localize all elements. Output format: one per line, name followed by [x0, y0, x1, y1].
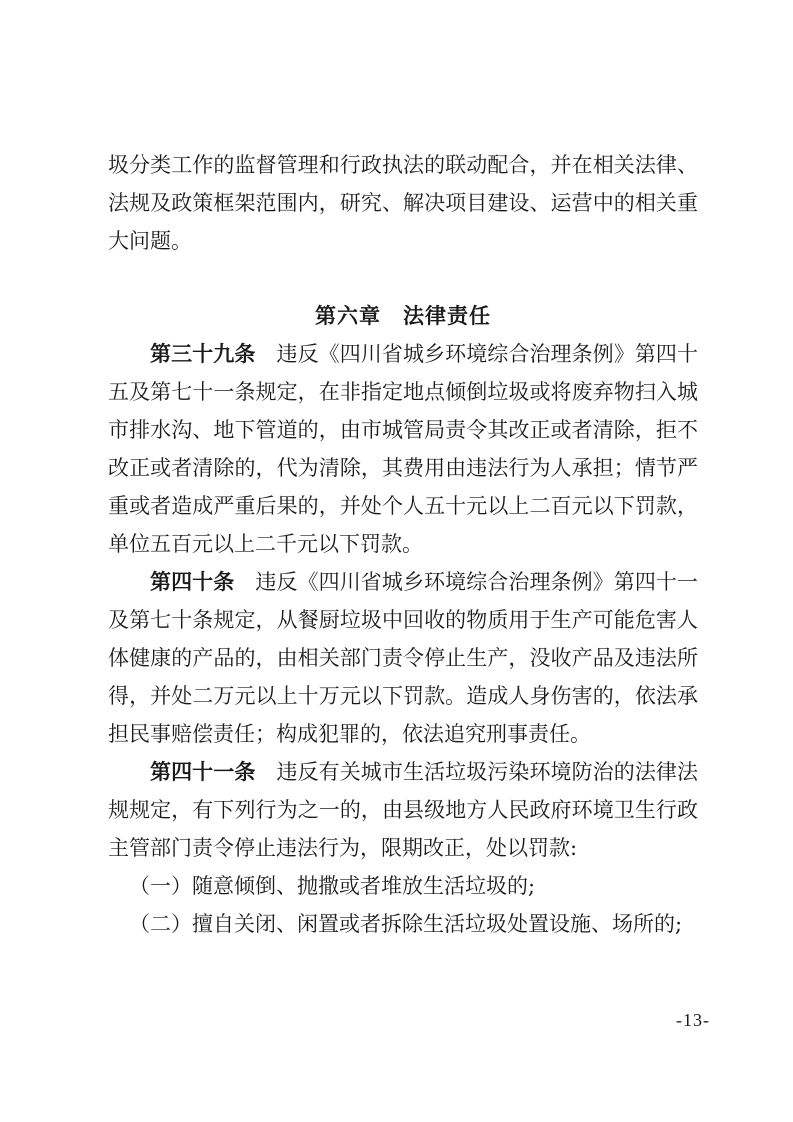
continuation-section [108, 146, 698, 260]
article-label: 第四十条 [150, 570, 235, 594]
article-text: 违反《四川省城乡环境综合治理条例》第四十一及第七十条规定，从餐厨垃圾中回收的物质用于生产可能危害人体健康的产品的，由相关部门责令停止生产，没收产品及违法所得，并处二万元以上十万元以下罚款。造成人身伤害的，依法承担民事赔偿责任；构成犯罪的，依法追究刑事责任。 [108, 570, 699, 746]
page-number: -13- [676, 1010, 710, 1030]
article-label: 第三十九条 [150, 342, 256, 366]
article-41 [108, 753, 698, 867]
continuation-paragraph: 圾分类工作的监督管理和行政执法的联动配合，并在相关法律、法规及政策框架范围内，研究、解决项目建设、运营中的相关重大问题。 [108, 153, 698, 253]
articles-section [108, 335, 698, 943]
article-label: 第四十一条 [150, 760, 256, 784]
list-item: （二）擅自关闭、闲置或者拆除生活垃圾处置设施、场所的; [129, 912, 683, 936]
article-text: 违反《四川省城乡环境综合治理条例》第四十五及第七十一条规定，在非指定地点倾倒垃圾或将废弃物扫入城市排水沟、地下管道的，由市城管局责令其改正或者清除，拒不改正或者清除的，代为清除，其费用由违法行为人承担；情节严重或者造成严重后果的，并处个人五十元以上二百元以下罚款，单位五百元以上二千元以下罚款。 [108, 342, 699, 556]
chapter-title: 法律责任 [403, 304, 491, 328]
article-text: 违反有关城市生活垃圾污染环境防治的法律法规规定，有下列行为之一的，由县级地方人民政府环境卫生行政主管部门责令停止违法行为，限期改正，处以罚款: [108, 760, 699, 860]
list-item: （一）随意倾倒、抛撒或者堆放生活垃圾的; [129, 874, 536, 898]
chapter-heading [108, 297, 698, 335]
chapter-number: 第六章 [315, 304, 381, 328]
article-40 [108, 563, 698, 753]
article-39 [108, 335, 698, 563]
